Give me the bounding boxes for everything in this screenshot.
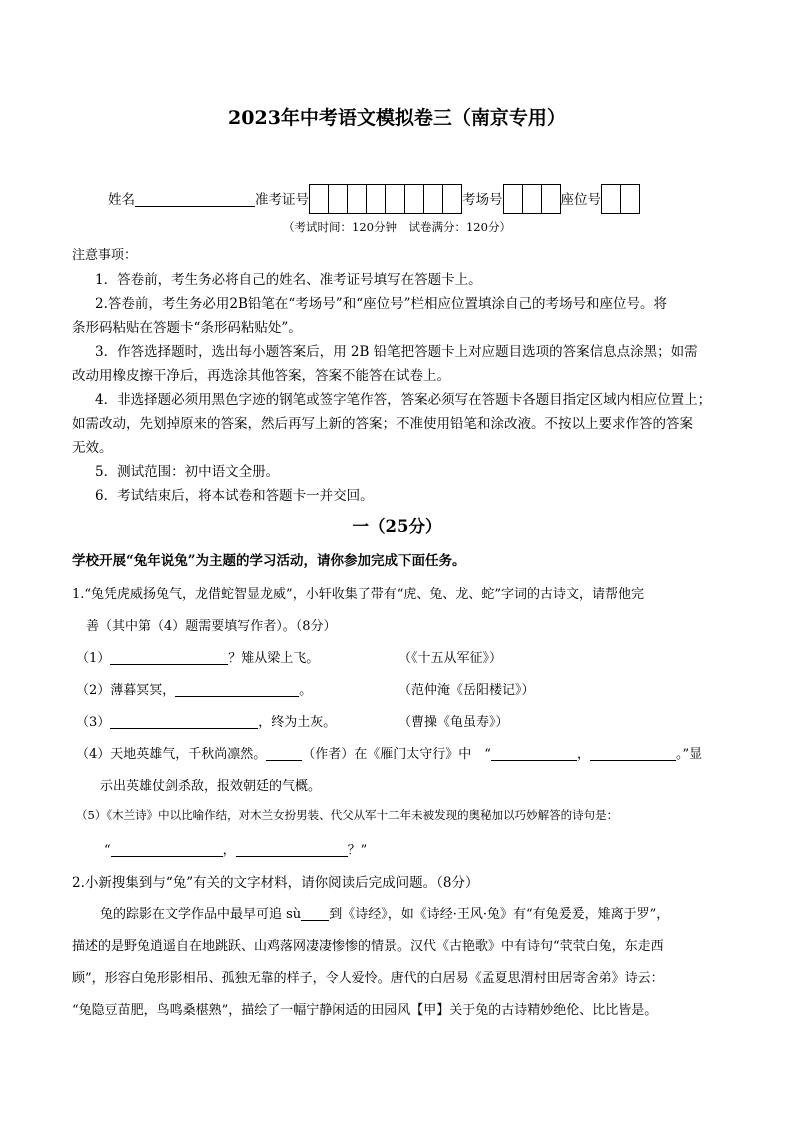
notice-item: 1．答卷前，考生务必将自己的姓名、准考证号填写在答题卡上。 [95, 272, 482, 288]
q1-item-5: （5）《木兰诗》中以比喻作结，对木兰女扮男装、代父从军十二年未被发现的奥秘加以巧妙解答的诗句是： [76, 808, 619, 822]
name-label: 姓名 [108, 192, 135, 208]
q1-item-2-source: （范仲淹《岳阳楼记》） [398, 683, 535, 698]
answer-blank[interactable] [491, 746, 577, 761]
notice-item: 无效。 [72, 440, 113, 456]
notice-item: 改动用橡皮擦干净后，再选涂其他答案，答案不能答在试卷上。 [72, 368, 450, 384]
room-boxes[interactable] [503, 184, 561, 214]
notice-heading: 注意事项： [72, 248, 138, 263]
notice-item: 4．非选择题必须用黑色字迹的钢笔或签字笔作答，答案必须写在答题卡各题目指定区域内相应位置上； [95, 392, 712, 408]
q1-stem-cont: 善（其中第（4）题需要填写作者）。（8分） [86, 619, 337, 634]
answer-blank[interactable] [590, 746, 676, 761]
candidate-info-row [108, 184, 640, 214]
seat-boxes[interactable] [601, 184, 640, 214]
q1-item-5-answer: “ ， ？” [104, 843, 368, 858]
room-label: 考场号 [462, 192, 503, 208]
answer-blank[interactable] [111, 842, 223, 857]
notice-item: 6．考试结束后，将本试卷和答题卡一并交回。 [95, 488, 374, 504]
q2-passage-line: 兔的踪影在文学作品中最早可追 sù 到《诗经》，如《诗经·王风·兔》有“有兔爰爰，雉离于罗”， [100, 907, 670, 922]
q2-passage-line: 顾”，形容白兔形影相吊、孤独无靠的样子，令人爱怜。唐代的白居易《孟夏思渭村田居寄舍弟》诗云： [72, 971, 664, 986]
seat-label: 座位号 [560, 192, 601, 208]
section-heading: 一（25分） [352, 517, 442, 536]
exam-no-boxes[interactable] [309, 184, 462, 214]
answer-blank[interactable] [110, 714, 258, 729]
notice-item: 2.答卷前，考生务必用2B铅笔在“考场号”和“座位号”栏相应位置填涂自己的考场号和座位号。将 [95, 296, 667, 312]
page-title: 2023年中考语文模拟卷三（南京专用） [228, 107, 566, 129]
notice-item: 条形码粘贴在答题卡“条形码粘贴处”。 [72, 320, 302, 336]
notice-item: 3．作答选择题时，选出每小题答案后，用 2B 铅笔把答题卡上对应题目选项的答案信息点涂黑；如需 [95, 344, 698, 360]
author-blank[interactable] [266, 746, 302, 761]
q1-item-1-source: （《十五从军征》） [398, 651, 503, 666]
answer-blank[interactable] [175, 682, 299, 697]
exam-no-label: 准考证号 [255, 192, 309, 208]
q1-item-4: （4）天地英雄气，千秋尚凛然。 （作者）在《雁门太守行》中 “ ， 。”显 [76, 747, 703, 762]
notice-item: 如需改动，先划掉原来的答案，然后再写上新的答案；不准使用铅笔和涂改液。不按以上要求作答的答案 [72, 416, 693, 432]
answer-blank[interactable] [110, 650, 228, 665]
name-blank[interactable] [135, 192, 255, 207]
notice-item: 5．测试范围：初中语文全册。 [95, 464, 280, 480]
q2-heading: 2.小新搜集到与“兔”有关的文字材料，请你阅读后完成问题。（8分） [72, 875, 479, 891]
q2-passage-line: 描述的是野兔逍遥自在地跳跃、山鸡落网凄凄惨惨的情景。汉代《古艳歌》中有诗句“茕茕白兔，东走西 [72, 939, 664, 954]
answer-blank[interactable] [236, 842, 348, 857]
q1-item-2: （2）薄暮冥冥， 。 [76, 683, 313, 698]
q1-stem: 1.“兔凭虎威扬兔气，龙借蛇智显龙威”，小轩收集了带有“虎、兔、龙、蛇”字词的古诗文，请帮他完 [72, 587, 644, 602]
answer-blank[interactable] [301, 906, 329, 921]
q1-item-3: （3） ，终为土灰。 [76, 715, 337, 730]
q1-item-3-source: （曹操《龟虽寿》） [398, 715, 509, 730]
q2-passage-line: “兔隐豆苗肥，鸟鸣桑椹熟”，描绘了一幅宁静闲适的田园风【甲】关于兔的古诗精妙绝伦、比比皆是。 [72, 1003, 658, 1018]
task-intro: 学校开展“兔年说兔”为主题的学习活动，请你参加完成下面任务。 [72, 553, 466, 569]
q1-item-4-cont: 示出英雄仗剑杀敌，报效朝廷的气概。 [100, 779, 322, 794]
q1-item-1: （1） ？雉从梁上飞。 [76, 651, 320, 666]
exam-time-note: （考试时间：120分钟 试卷满分：120分） [283, 220, 511, 234]
